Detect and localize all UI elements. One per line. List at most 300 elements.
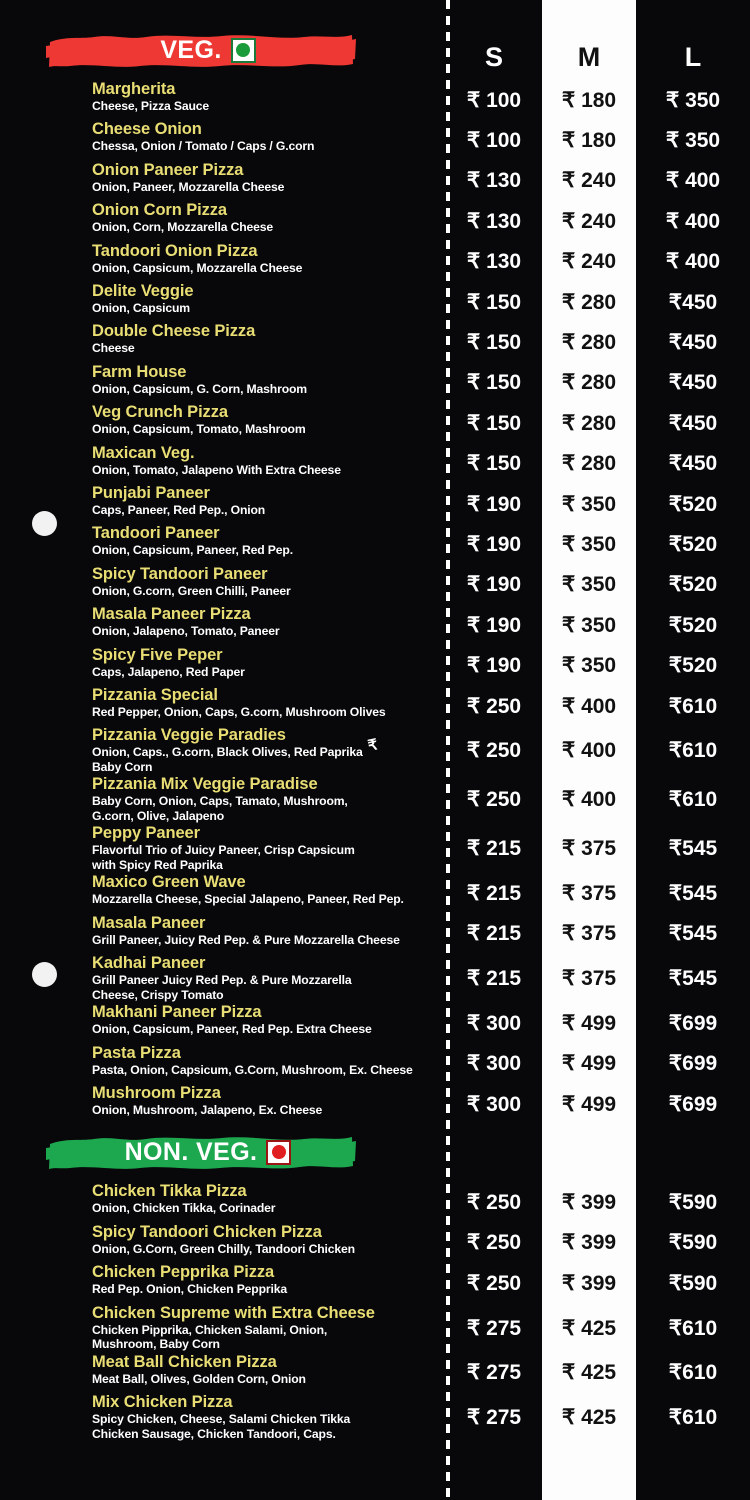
price-value-m: ₹ 399 — [561, 1191, 617, 1215]
menu-item-description: Spicy Chicken, Cheese, Salami Chicken Tikka — [92, 1412, 351, 1426]
size-header-m: M — [577, 42, 601, 72]
price-cell-s — [446, 201, 542, 241]
menu-item-name: Chicken Supreme with Extra Cheese — [92, 1303, 375, 1322]
price-cell-l — [636, 322, 750, 362]
menu-item-info — [0, 444, 446, 484]
menu-item-row[interactable] — [0, 686, 750, 726]
price-value-s: ₹ 215 — [466, 837, 522, 861]
price-cell-m — [542, 646, 636, 686]
price-value-m: ₹ 499 — [561, 1052, 617, 1076]
menu-item-description: Baby Corn, Onion, Caps, Tamato, Mushroom, — [92, 794, 348, 809]
menu-item-description: Onion, Tomato, Jalapeno With Extra Cheese — [92, 462, 341, 477]
menu-item-info — [0, 605, 446, 645]
price-value-s: ₹ 250 — [466, 694, 522, 718]
menu-item-row[interactable] — [0, 524, 750, 564]
price-cell-s — [446, 824, 542, 873]
menu-item-name: Onion Corn Pizza — [92, 201, 227, 220]
price-cell-l — [636, 524, 750, 564]
menu-item-description: Chicken Sausage, Chicken Tandoori, Caps. — [92, 1426, 336, 1441]
price-value-m: ₹ 400 — [561, 788, 617, 812]
price-cell-m — [542, 80, 636, 120]
menu-item-description: Onion, Mushroom, Jalapeno, Ex. Cheese — [92, 1103, 323, 1117]
price-value-s: ₹ 130 — [466, 209, 522, 233]
price-value-l: ₹520 — [668, 573, 718, 597]
section-banner-nonveg — [46, 1130, 356, 1174]
price-value-l: ₹610 — [668, 1316, 718, 1340]
nonveg-red-dot-icon — [266, 1140, 291, 1165]
menu-item-description: Caps, Jalapeno, Red Paper — [92, 664, 245, 679]
menu-item-description: Onion, Corn, Mozzarella Cheese — [92, 220, 274, 235]
menu-item-info — [0, 686, 446, 726]
menu-item-info — [0, 646, 446, 686]
menu-item-name: Tandoori Onion Pizza — [92, 241, 258, 260]
price-cell-s — [446, 1003, 542, 1043]
menu-item-description: Chicken Pipprika, Chicken Salami, Onion, — [92, 1322, 328, 1337]
price-cell-s — [446, 1304, 542, 1353]
rupee-cursor-artifact: ₹ — [366, 736, 380, 755]
price-value-l: ₹ 350 — [665, 88, 721, 112]
price-cell-m — [542, 775, 636, 824]
menu-item-name: Makhani Paneer Pizza — [92, 1003, 262, 1022]
price-value-m: ₹ 350 — [561, 492, 617, 516]
menu-item-description: Meat Ball, Olives, Golden Corn, Onion — [92, 1371, 306, 1386]
menu-item-info — [0, 120, 446, 160]
price-value-s: ₹ 275 — [466, 1406, 522, 1429]
price-value-s: ₹ 100 — [466, 129, 522, 153]
price-value-m: ₹ 350 — [561, 533, 617, 557]
menu-item-row[interactable] — [0, 914, 750, 954]
price-cell-m — [542, 1393, 636, 1442]
price-cell-m — [542, 1223, 636, 1263]
price-cell-l — [636, 80, 750, 120]
price-value-l: ₹699 — [668, 1052, 718, 1076]
price-cell-s — [446, 524, 542, 564]
price-value-s: ₹ 250 — [466, 1191, 522, 1215]
price-cell-s — [446, 161, 542, 201]
price-value-m: ₹ 499 — [561, 1011, 617, 1035]
price-cell-s — [446, 1353, 542, 1393]
price-value-s: ₹ 130 — [466, 169, 522, 193]
price-value-m: ₹ 280 — [561, 331, 617, 355]
menu-item-row[interactable] — [0, 1393, 750, 1442]
price-value-s: ₹ 190 — [466, 533, 522, 557]
price-cell-s — [446, 1044, 542, 1084]
price-value-m: ₹ 425 — [561, 1361, 617, 1385]
menu-item-name: Peppy Paneer — [92, 824, 200, 843]
price-value-s: ₹ 190 — [466, 573, 522, 597]
price-cell-s — [446, 775, 542, 824]
size-header-s: S — [484, 42, 503, 72]
price-cell-m — [542, 1263, 636, 1303]
price-value-l: ₹590 — [668, 1231, 718, 1255]
menu-item-description: Caps, Paneer, Red Pep., Onion — [92, 503, 266, 517]
price-cell-s — [446, 242, 542, 282]
price-value-m: ₹ 400 — [561, 739, 617, 763]
menu-item-info — [0, 80, 446, 120]
menu-item-row[interactable] — [0, 775, 750, 824]
price-value-l: ₹520 — [668, 492, 718, 516]
price-value-m: ₹ 400 — [561, 694, 617, 718]
menu-item-name: Maxico Green Wave — [92, 873, 246, 892]
price-value-l: ₹450 — [668, 290, 718, 314]
price-cell-s — [446, 873, 542, 913]
menu-item-name: Margherita — [92, 80, 176, 98]
menu-item-row[interactable] — [0, 1003, 750, 1043]
veg-green-dot-icon — [231, 38, 256, 63]
punch-hole-bottom — [32, 962, 57, 987]
price-cell-l — [636, 1182, 750, 1222]
price-cell-s — [446, 565, 542, 605]
menu-item-info — [0, 873, 446, 913]
menu-item-info — [0, 1393, 446, 1442]
price-cell-l — [636, 646, 750, 686]
price-value-s: ₹ 190 — [466, 654, 522, 678]
menu-item-name: Pizzania Special — [92, 686, 218, 704]
price-cell-l — [636, 1304, 750, 1353]
menu-item-info — [0, 1353, 446, 1393]
price-value-s: ₹ 300 — [466, 1092, 522, 1116]
menu-item-description: Mushroom, Baby Corn — [92, 1337, 220, 1352]
price-cell-s — [446, 363, 542, 403]
price-value-m: ₹ 180 — [561, 129, 617, 153]
menu-item-row[interactable] — [0, 161, 750, 201]
price-value-s: ₹ 190 — [466, 492, 522, 516]
price-value-s: ₹ 150 — [466, 331, 522, 355]
price-value-m: ₹ 350 — [561, 613, 617, 637]
menu-item-info — [0, 1263, 446, 1303]
price-cell-s — [446, 282, 542, 322]
price-value-s: ₹ 275 — [466, 1316, 522, 1340]
price-value-s: ₹ 275 — [466, 1361, 522, 1385]
menu-item-name: Delite Veggie — [92, 282, 194, 300]
vertical-dashed-divider — [446, 0, 450, 1500]
price-value-l: ₹ 400 — [665, 209, 721, 233]
price-cell-m — [542, 1044, 636, 1084]
dot-glyph — [236, 43, 250, 57]
price-value-l: ₹545 — [668, 967, 718, 991]
price-cell-m — [542, 686, 636, 726]
menu-item-description: Cheese, Pizza Sauce — [92, 99, 210, 113]
menu-item-info — [0, 1223, 446, 1263]
price-cell-m — [542, 201, 636, 241]
price-value-m: ₹ 350 — [561, 654, 617, 678]
price-value-s: ₹ 300 — [466, 1052, 522, 1076]
price-cell-l — [636, 686, 750, 726]
menu-item-row[interactable] — [0, 322, 750, 362]
price-cell-l — [636, 1263, 750, 1303]
menu-item-info — [0, 484, 446, 524]
menu-item-name: Onion Paneer Pizza — [92, 160, 244, 179]
price-cell-l — [636, 242, 750, 282]
menu-item-description: Chessa, Onion / Tomato / Caps / G.corn — [92, 139, 315, 154]
menu-item-name: Spicy Five Peper — [92, 645, 223, 664]
menu-item-description: Grill Paneer Juicy Red Pep. & Pure Mozzarella — [92, 973, 352, 988]
price-value-m: ₹ 280 — [561, 411, 617, 435]
price-value-s: ₹ 215 — [466, 922, 522, 946]
price-cell-m — [542, 954, 636, 1003]
price-cell-m — [542, 403, 636, 443]
price-value-s: ₹ 130 — [466, 250, 522, 274]
menu-item-description: Onion, Jalapeno, Tomato, Paneer — [92, 624, 280, 639]
price-cell-l — [636, 161, 750, 201]
price-cell-l — [636, 775, 750, 824]
price-value-m: ₹ 399 — [561, 1231, 617, 1255]
menu-item-description: Pasta, Onion, Capsicum, G.Corn, Mushroom, Ex. Cheese — [92, 1062, 413, 1077]
menu-item-info — [0, 565, 446, 605]
menu-item-description: Onion, Capsicum, G. Corn, Mashroom — [92, 381, 307, 396]
menu-item-row[interactable] — [0, 444, 750, 484]
menu-item-name: Masala Paneer Pizza — [92, 605, 251, 624]
price-value-m: ₹ 240 — [561, 169, 617, 193]
menu-item-row[interactable] — [0, 954, 750, 1003]
menu-item-info — [0, 524, 446, 564]
price-value-l: ₹520 — [668, 533, 718, 557]
menu-item-row[interactable] — [0, 1304, 750, 1353]
menu-item-row[interactable] — [0, 1223, 750, 1263]
price-cell-m — [542, 242, 636, 282]
menu-item-name: Chicken Tikka Pizza — [92, 1182, 247, 1201]
menu-item-description: Mozzarella Cheese, Special Jalapeno, Paneer, Red Pep. — [92, 892, 404, 907]
price-value-l: ₹610 — [668, 694, 718, 718]
menu-item-name: Cheese Onion — [92, 120, 202, 139]
price-value-s: ₹ 150 — [466, 411, 522, 435]
price-cell-l — [636, 282, 750, 322]
price-value-l: ₹610 — [668, 739, 718, 763]
menu-item-description: Onion, Capsicum, Paneer, Red Pep. — [92, 543, 293, 558]
price-cell-l — [636, 1223, 750, 1263]
price-cell-m — [542, 524, 636, 564]
price-value-m: ₹ 375 — [561, 967, 617, 991]
price-cell-l — [636, 201, 750, 241]
menu-item-description: Onion, G.corn, Green Chilli, Paneer — [92, 583, 291, 598]
menu-item-info — [0, 1044, 446, 1084]
menu-item-row[interactable] — [0, 80, 750, 120]
menu-item-name: Pasta Pizza — [92, 1043, 181, 1062]
price-value-l: ₹699 — [668, 1092, 718, 1116]
menu-item-row[interactable] — [0, 242, 750, 282]
menu-item-row[interactable] — [0, 824, 750, 873]
menu-item-name: Pizzania Veggie Paradies — [92, 726, 286, 745]
price-cell-l — [636, 726, 750, 775]
price-cell-m — [542, 605, 636, 645]
menu-item-row[interactable] — [0, 363, 750, 403]
price-cell-l — [636, 824, 750, 873]
price-value-m: ₹ 399 — [561, 1271, 617, 1295]
price-cell-l — [636, 1003, 750, 1043]
menu-item-info — [0, 242, 446, 282]
menu-item-row[interactable] — [0, 1044, 750, 1084]
price-value-s: ₹ 300 — [466, 1011, 522, 1035]
price-value-s: ₹ 150 — [466, 290, 522, 314]
price-value-s: ₹ 150 — [466, 371, 522, 395]
price-value-s: ₹ 250 — [466, 1271, 522, 1295]
menu-item-info — [0, 1084, 446, 1124]
menu-item-row[interactable] — [0, 565, 750, 605]
menu-item-info — [0, 201, 446, 241]
price-value-l: ₹610 — [668, 1406, 718, 1429]
menu-item-description: Grill Paneer, Juicy Red Pep. & Pure Mozzarella Cheese — [92, 932, 400, 947]
price-value-l: ₹545 — [668, 837, 718, 861]
menu-item-name: Meat Ball Chicken Pizza — [92, 1352, 277, 1371]
price-cell-l — [636, 565, 750, 605]
menu-item-name: Veg Crunch Pizza — [92, 403, 228, 422]
menu-item-name: Mushroom Pizza — [92, 1084, 221, 1102]
menu-item-name: Pizzania Mix Veggie Paradise — [92, 775, 318, 794]
price-cell-m — [542, 363, 636, 403]
price-value-l: ₹450 — [668, 371, 718, 395]
price-cell-s — [446, 120, 542, 160]
menu-item-row[interactable] — [0, 605, 750, 645]
price-cell-s — [446, 1223, 542, 1263]
price-value-m: ₹ 350 — [561, 573, 617, 597]
price-cell-m — [542, 565, 636, 605]
menu-item-row[interactable] — [0, 1263, 750, 1303]
price-value-s: ₹ 215 — [466, 967, 522, 991]
price-cell-l — [636, 363, 750, 403]
size-header-l: L — [684, 42, 702, 72]
menu-item-description: Onion, Capsicum, Mozzarella Cheese — [92, 260, 303, 275]
section-label: VEG. — [160, 35, 222, 64]
menu-item-description: Onion, Capsicum, Tomato, Mashroom — [92, 422, 306, 437]
price-value-l: ₹699 — [668, 1011, 718, 1035]
price-value-s: ₹ 250 — [466, 788, 522, 812]
price-cell-l — [636, 1084, 750, 1124]
menu-item-name: Farm House — [92, 362, 187, 381]
price-value-m: ₹ 425 — [561, 1406, 617, 1429]
price-cell-s — [446, 1182, 542, 1222]
menu-item-row[interactable] — [0, 873, 750, 913]
price-cell-s — [446, 605, 542, 645]
menu-item-info — [0, 282, 446, 322]
price-cell-m — [542, 1084, 636, 1124]
price-cell-l — [636, 403, 750, 443]
price-cell-m — [542, 726, 636, 775]
price-value-m: ₹ 240 — [561, 209, 617, 233]
price-value-s: ₹ 215 — [466, 882, 522, 906]
price-cell-l — [636, 954, 750, 1003]
menu-item-info — [0, 322, 446, 362]
price-cell-l — [636, 1044, 750, 1084]
price-value-l: ₹545 — [668, 922, 718, 946]
price-cell-m — [542, 914, 636, 954]
price-cell-m — [542, 444, 636, 484]
price-cell-s — [446, 686, 542, 726]
price-value-l: ₹450 — [668, 411, 718, 435]
menu-item-description: Red Pepper, Onion, Caps, G.corn, Mushroom Olives — [92, 705, 386, 719]
menu-item-name: Double Cheese Pizza — [92, 322, 256, 341]
price-value-m: ₹ 375 — [561, 922, 617, 946]
price-cell-s — [446, 484, 542, 524]
price-cell-s — [446, 1263, 542, 1303]
price-cell-s — [446, 1084, 542, 1124]
price-value-m: ₹ 375 — [561, 837, 617, 861]
price-cell-m — [542, 824, 636, 873]
price-cell-m — [542, 1003, 636, 1043]
menu-item-row[interactable] — [0, 1353, 750, 1393]
menu-item-info — [0, 914, 446, 954]
menu-item-info — [0, 954, 446, 1003]
price-cell-m — [542, 1304, 636, 1353]
price-cell-s — [446, 444, 542, 484]
menu-item-row[interactable] — [0, 1084, 750, 1124]
price-value-l: ₹450 — [668, 452, 718, 476]
price-cell-l — [636, 484, 750, 524]
menu-item-name: Chicken Pepprika Pizza — [92, 1263, 275, 1282]
menu-item-row[interactable] — [0, 403, 750, 443]
price-value-s: ₹ 250 — [466, 1231, 522, 1255]
menu-item-row[interactable] — [0, 120, 750, 160]
price-cell-s — [446, 322, 542, 362]
price-cell-m — [542, 282, 636, 322]
menu-item-info — [0, 161, 446, 201]
menu-item-name: Punjabi Paneer — [92, 484, 210, 502]
price-value-m: ₹ 425 — [561, 1316, 617, 1340]
menu-item-row[interactable] — [0, 646, 750, 686]
menu-item-info — [0, 1182, 446, 1222]
price-value-m: ₹ 240 — [561, 250, 617, 274]
section-label: NON. VEG. — [124, 1137, 258, 1166]
price-value-l: ₹ 400 — [665, 169, 721, 193]
price-value-l: ₹610 — [668, 788, 718, 812]
dot-glyph — [272, 1145, 286, 1159]
price-cell-m — [542, 1182, 636, 1222]
menu-item-description: Onion, G.Corn, Green Chilly, Tandoori Chicken — [92, 1241, 355, 1256]
price-cell-l — [636, 1353, 750, 1393]
price-cell-m — [542, 322, 636, 362]
price-cell-l — [636, 914, 750, 954]
price-cell-m — [542, 873, 636, 913]
menu-item-description: Onion, Paneer, Mozzarella Cheese — [92, 179, 285, 194]
menu-item-row[interactable] — [0, 201, 750, 241]
price-cell-m — [542, 161, 636, 201]
price-value-m: ₹ 180 — [561, 88, 617, 112]
menu-item-name: Maxican Veg. — [92, 443, 195, 462]
menu-item-info — [0, 363, 446, 403]
price-value-m: ₹ 499 — [561, 1092, 617, 1116]
price-cell-m — [542, 1353, 636, 1393]
menu-item-row[interactable] — [0, 484, 750, 524]
punch-hole-top — [32, 511, 57, 536]
price-cell-s — [446, 954, 542, 1003]
price-value-s: ₹ 150 — [466, 452, 522, 476]
menu-item-row[interactable] — [0, 1182, 750, 1222]
menu-item-description: Baby Corn — [92, 759, 153, 774]
menu-item-description: G.corn, Olive, Jalapeno — [92, 808, 225, 823]
price-cell-l — [636, 1393, 750, 1442]
price-cell-m — [542, 120, 636, 160]
menu-item-description: Cheese, Crispy Tomato — [92, 987, 224, 1002]
section-banner-veg — [46, 28, 356, 72]
price-cell-s — [446, 646, 542, 686]
price-value-l: ₹545 — [668, 882, 718, 906]
menu-item-description: Flavorful Trio of Juicy Paneer, Crisp Capsicum — [92, 843, 355, 858]
price-value-s: ₹ 250 — [466, 739, 522, 763]
menu-item-info — [0, 824, 446, 873]
price-cell-s — [446, 80, 542, 120]
menu-item-name: Spicy Tandoori Paneer — [92, 564, 268, 583]
menu-item-description: with Spicy Red Paprika — [92, 857, 223, 872]
price-value-l: ₹450 — [668, 331, 718, 355]
menu-item-info — [0, 775, 446, 824]
menu-item-info — [0, 1304, 446, 1353]
price-value-l: ₹520 — [668, 654, 718, 678]
price-value-s: ₹ 190 — [466, 613, 522, 637]
menu-item-info — [0, 1003, 446, 1043]
menu-item-name: Tandoori Paneer — [92, 524, 220, 543]
price-value-l: ₹590 — [668, 1191, 718, 1215]
menu-item-row[interactable] — [0, 282, 750, 322]
menu-item-info — [0, 403, 446, 443]
